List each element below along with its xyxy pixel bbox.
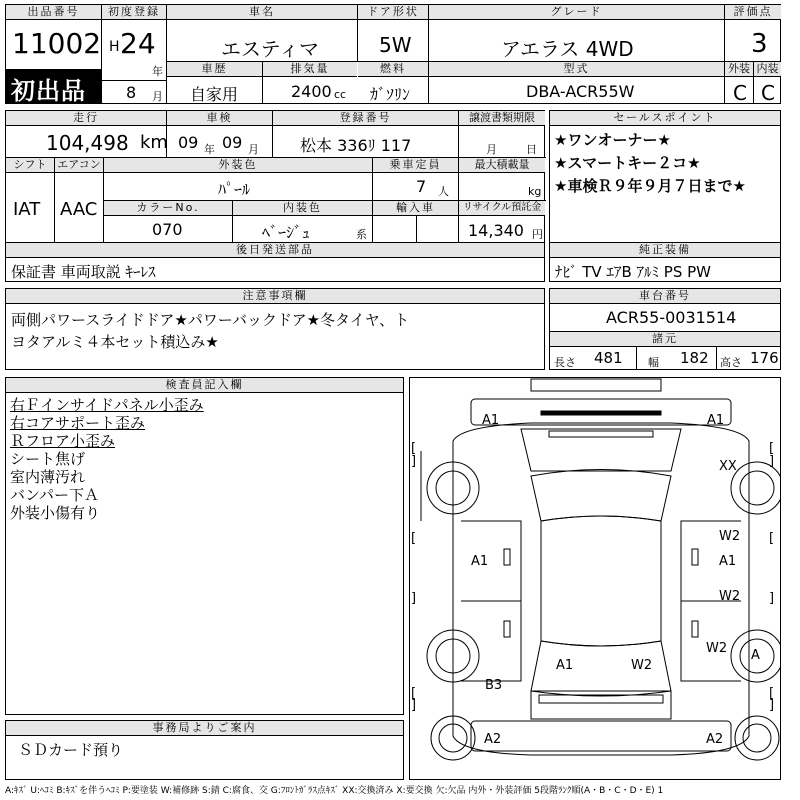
damage-mark: A1 [482, 413, 500, 428]
shift: IAT [13, 199, 41, 220]
bracket-right: [ [769, 441, 775, 456]
damage-mark: A1 [719, 554, 737, 569]
sales-points [549, 110, 781, 243]
wid-label: 幅 [648, 356, 659, 369]
load-unit: kg [528, 185, 542, 198]
ac: AAC [60, 199, 98, 220]
office-text: ＳＤカード預り [18, 741, 124, 759]
recycle-unit: 円 [532, 228, 543, 241]
door-front-left [461, 521, 521, 601]
door-type: 5W [379, 33, 412, 57]
damage-mark: A1 [471, 554, 489, 569]
damage-mark: A [751, 648, 760, 663]
inspect-year-unit: 年 [204, 143, 215, 156]
reg-label: 登録番号 [273, 111, 458, 126]
inspect-month: 09 [222, 133, 243, 152]
bracket-right: ] [769, 698, 775, 713]
damage-diagram [409, 377, 781, 780]
damage-mark: A2 [706, 732, 724, 747]
model-code: DBA-ACR55W [526, 82, 635, 101]
legend: A:ｷｽﾞ U:ﾍｺﾐ B:ｷｽﾞを伴うﾍｺﾐ P:要塗装 W:補修跡 S:錆 C:腐食、交 G:ﾌﾛﾝﾄｶﾞﾗｽ点ｷｽﾞ XX:交換済み X:要交換 欠:欠品 内外・外装評価 5段階ﾗﾝｸ順(A・B・C・D・E) 1 [5, 786, 664, 796]
history: 自家用 [190, 85, 239, 104]
first-listing-label: 初出品 [11, 77, 86, 105]
damage-mark: B3 [485, 678, 503, 693]
notes [5, 288, 545, 370]
len-label: 長さ [554, 356, 576, 369]
roof [541, 516, 661, 646]
notes-line: ヨタアルミ４本セット積込み★ [11, 333, 219, 351]
sales-line: ★車検Ｒ９年９月７日まで★ [554, 177, 746, 195]
damage-mark: W2 [719, 589, 741, 604]
first-reg-year: 24 [120, 27, 156, 60]
notes-line: 両側パワースライドドア★パワーバックドア★冬タイヤ、ト [11, 311, 410, 329]
first-reg-month: 8 [126, 83, 137, 102]
body-outline [453, 423, 749, 755]
fuel: ｶﾞｿﾘﾝ [370, 85, 411, 104]
mileage: 104,498 [46, 131, 129, 155]
bracket-right: ] [769, 591, 775, 606]
equip-label: 純正装備 [550, 243, 780, 258]
hgt: 176 [750, 349, 779, 367]
name-label: 車名 [167, 5, 357, 20]
wheel-front-right [731, 462, 780, 514]
inspector-line: 外装小傷有り [10, 504, 101, 522]
load-label: 最大積載量 [459, 158, 545, 173]
transfer-day: 日 [526, 143, 537, 156]
int-color-label: 内装色 [233, 201, 372, 216]
bracket-left: ] [411, 454, 417, 469]
equip-value: ﾅﾋﾞ TV ｴｱB ｱﾙﾐ PS PW [555, 263, 711, 281]
inspector-label: 検査員記入欄 [6, 378, 403, 393]
disp-unit: cc [334, 88, 347, 101]
disp-label: 排気量 [263, 62, 357, 77]
seats: 7 [416, 177, 427, 196]
bracket-right: [ [769, 531, 775, 546]
office-label: 事務局よりご案内 [6, 721, 403, 736]
damage-mark: A1 [707, 413, 725, 428]
recycle-label: リサイクル預託金 [459, 201, 545, 216]
month-unit: 月 [152, 90, 163, 103]
ext-label: 外装 [725, 62, 753, 77]
inspector-line: 右コアサポート歪み [10, 414, 146, 432]
bracket-left: [ [411, 531, 417, 546]
bracket-left: [ [411, 441, 417, 456]
import-label: 輸入車 [373, 201, 458, 216]
chassis-label: 車台番号 [550, 289, 780, 304]
first-reg-label: 初度登録 [102, 5, 166, 20]
hgt-label: 高さ [720, 356, 742, 369]
sales-line: ★スマートキー２コ★ [554, 154, 701, 172]
int-score: C [761, 81, 775, 105]
damage-mark: W2 [706, 641, 728, 656]
history-label: 車歴 [167, 62, 262, 77]
mileage-unit: km [140, 132, 168, 153]
door-label: ドア形状 [358, 5, 428, 20]
door-rear-left [461, 601, 521, 681]
fuel-label: 燃料 [358, 62, 428, 77]
shift-label: シフト [6, 158, 54, 173]
year-unit: 年 [152, 65, 163, 78]
seats-label: 乗車定員 [373, 158, 458, 173]
inspect-year: 09 [178, 133, 199, 152]
inspector-notes [5, 377, 404, 715]
damage-mark: XX [719, 459, 737, 474]
sales-label: セールスポイント [550, 111, 780, 126]
later-label: 後日発送部品 [6, 243, 544, 258]
chassis-block [549, 288, 781, 370]
color-no: 070 [152, 220, 183, 239]
damage-mark: A1 [556, 658, 574, 673]
model-label: 型式 [429, 62, 724, 77]
damage-mark: A2 [484, 732, 502, 747]
int-color: ﾍﾞｰｼﾞｭ [262, 223, 311, 242]
recycle: 14,340 [468, 221, 524, 240]
int-color-unit: 系 [356, 228, 367, 241]
len: 481 [594, 349, 623, 367]
inspector-line: バンパー下Ａ [10, 486, 99, 504]
rear-bumper [471, 721, 731, 751]
inspector-line: シート焦げ [10, 450, 86, 468]
car-name: エスティマ [221, 37, 319, 61]
bracket-left: [ [411, 686, 417, 701]
bracket-left: ] [411, 698, 417, 713]
transfer-label: 譲渡書類期限 [459, 111, 545, 126]
seats-unit: 人 [438, 185, 449, 198]
score-label: 評価点 [725, 5, 781, 20]
score: 3 [751, 29, 768, 59]
color-no-label: カラーNo. [104, 201, 232, 216]
displacement: 2400 [291, 82, 332, 101]
equipment [549, 242, 781, 282]
notes-label: 注意事項欄 [6, 289, 544, 304]
color: ﾊﾟｰﾙ [218, 180, 251, 199]
dims-label: 諸元 [550, 332, 780, 347]
grade: アエラス 4WD [501, 37, 634, 61]
ac-label: エアコン [55, 158, 103, 173]
top-block [5, 4, 781, 104]
sales-line: ★ワンオーナー★ [554, 131, 671, 149]
wid: 182 [680, 349, 709, 367]
color-label: 外装色 [104, 158, 372, 173]
transfer-month: 月 [486, 143, 497, 156]
mileage-label: 走行 [6, 111, 166, 126]
int-label: 内装 [754, 62, 781, 77]
damage-mark: W2 [631, 658, 653, 673]
later-parts-value: 保証書 車両取説 ｷｰﾚｽ [11, 263, 156, 281]
inspector-line: Ｒフロア小歪み [10, 432, 116, 450]
bracket-left: ] [411, 591, 417, 606]
lot-number: 11002 [12, 27, 102, 60]
bracket-right: [ [769, 686, 775, 701]
era: H [109, 39, 120, 55]
hood [521, 429, 681, 471]
reg-number: 松本 336ﾘ 117 [300, 136, 412, 155]
inspector-line: 室内薄汚れ [10, 468, 86, 486]
bracket-right: ] [769, 454, 775, 469]
inspect-label: 車検 [167, 111, 272, 126]
car-diagram-svg [410, 378, 780, 779]
lot-label: 出品番号 [6, 5, 101, 20]
chassis-number: ACR55-0031514 [606, 308, 737, 327]
damage-mark: W2 [719, 529, 741, 544]
inspect-month-unit: 月 [248, 143, 259, 156]
office-notice [5, 720, 404, 780]
ext-score: C [733, 81, 747, 105]
inspector-line: 右Ｆインサイドパネル小歪み [10, 396, 204, 414]
grade-label: グレード [429, 5, 724, 20]
spec-block [5, 110, 545, 243]
later-parts [5, 242, 545, 282]
